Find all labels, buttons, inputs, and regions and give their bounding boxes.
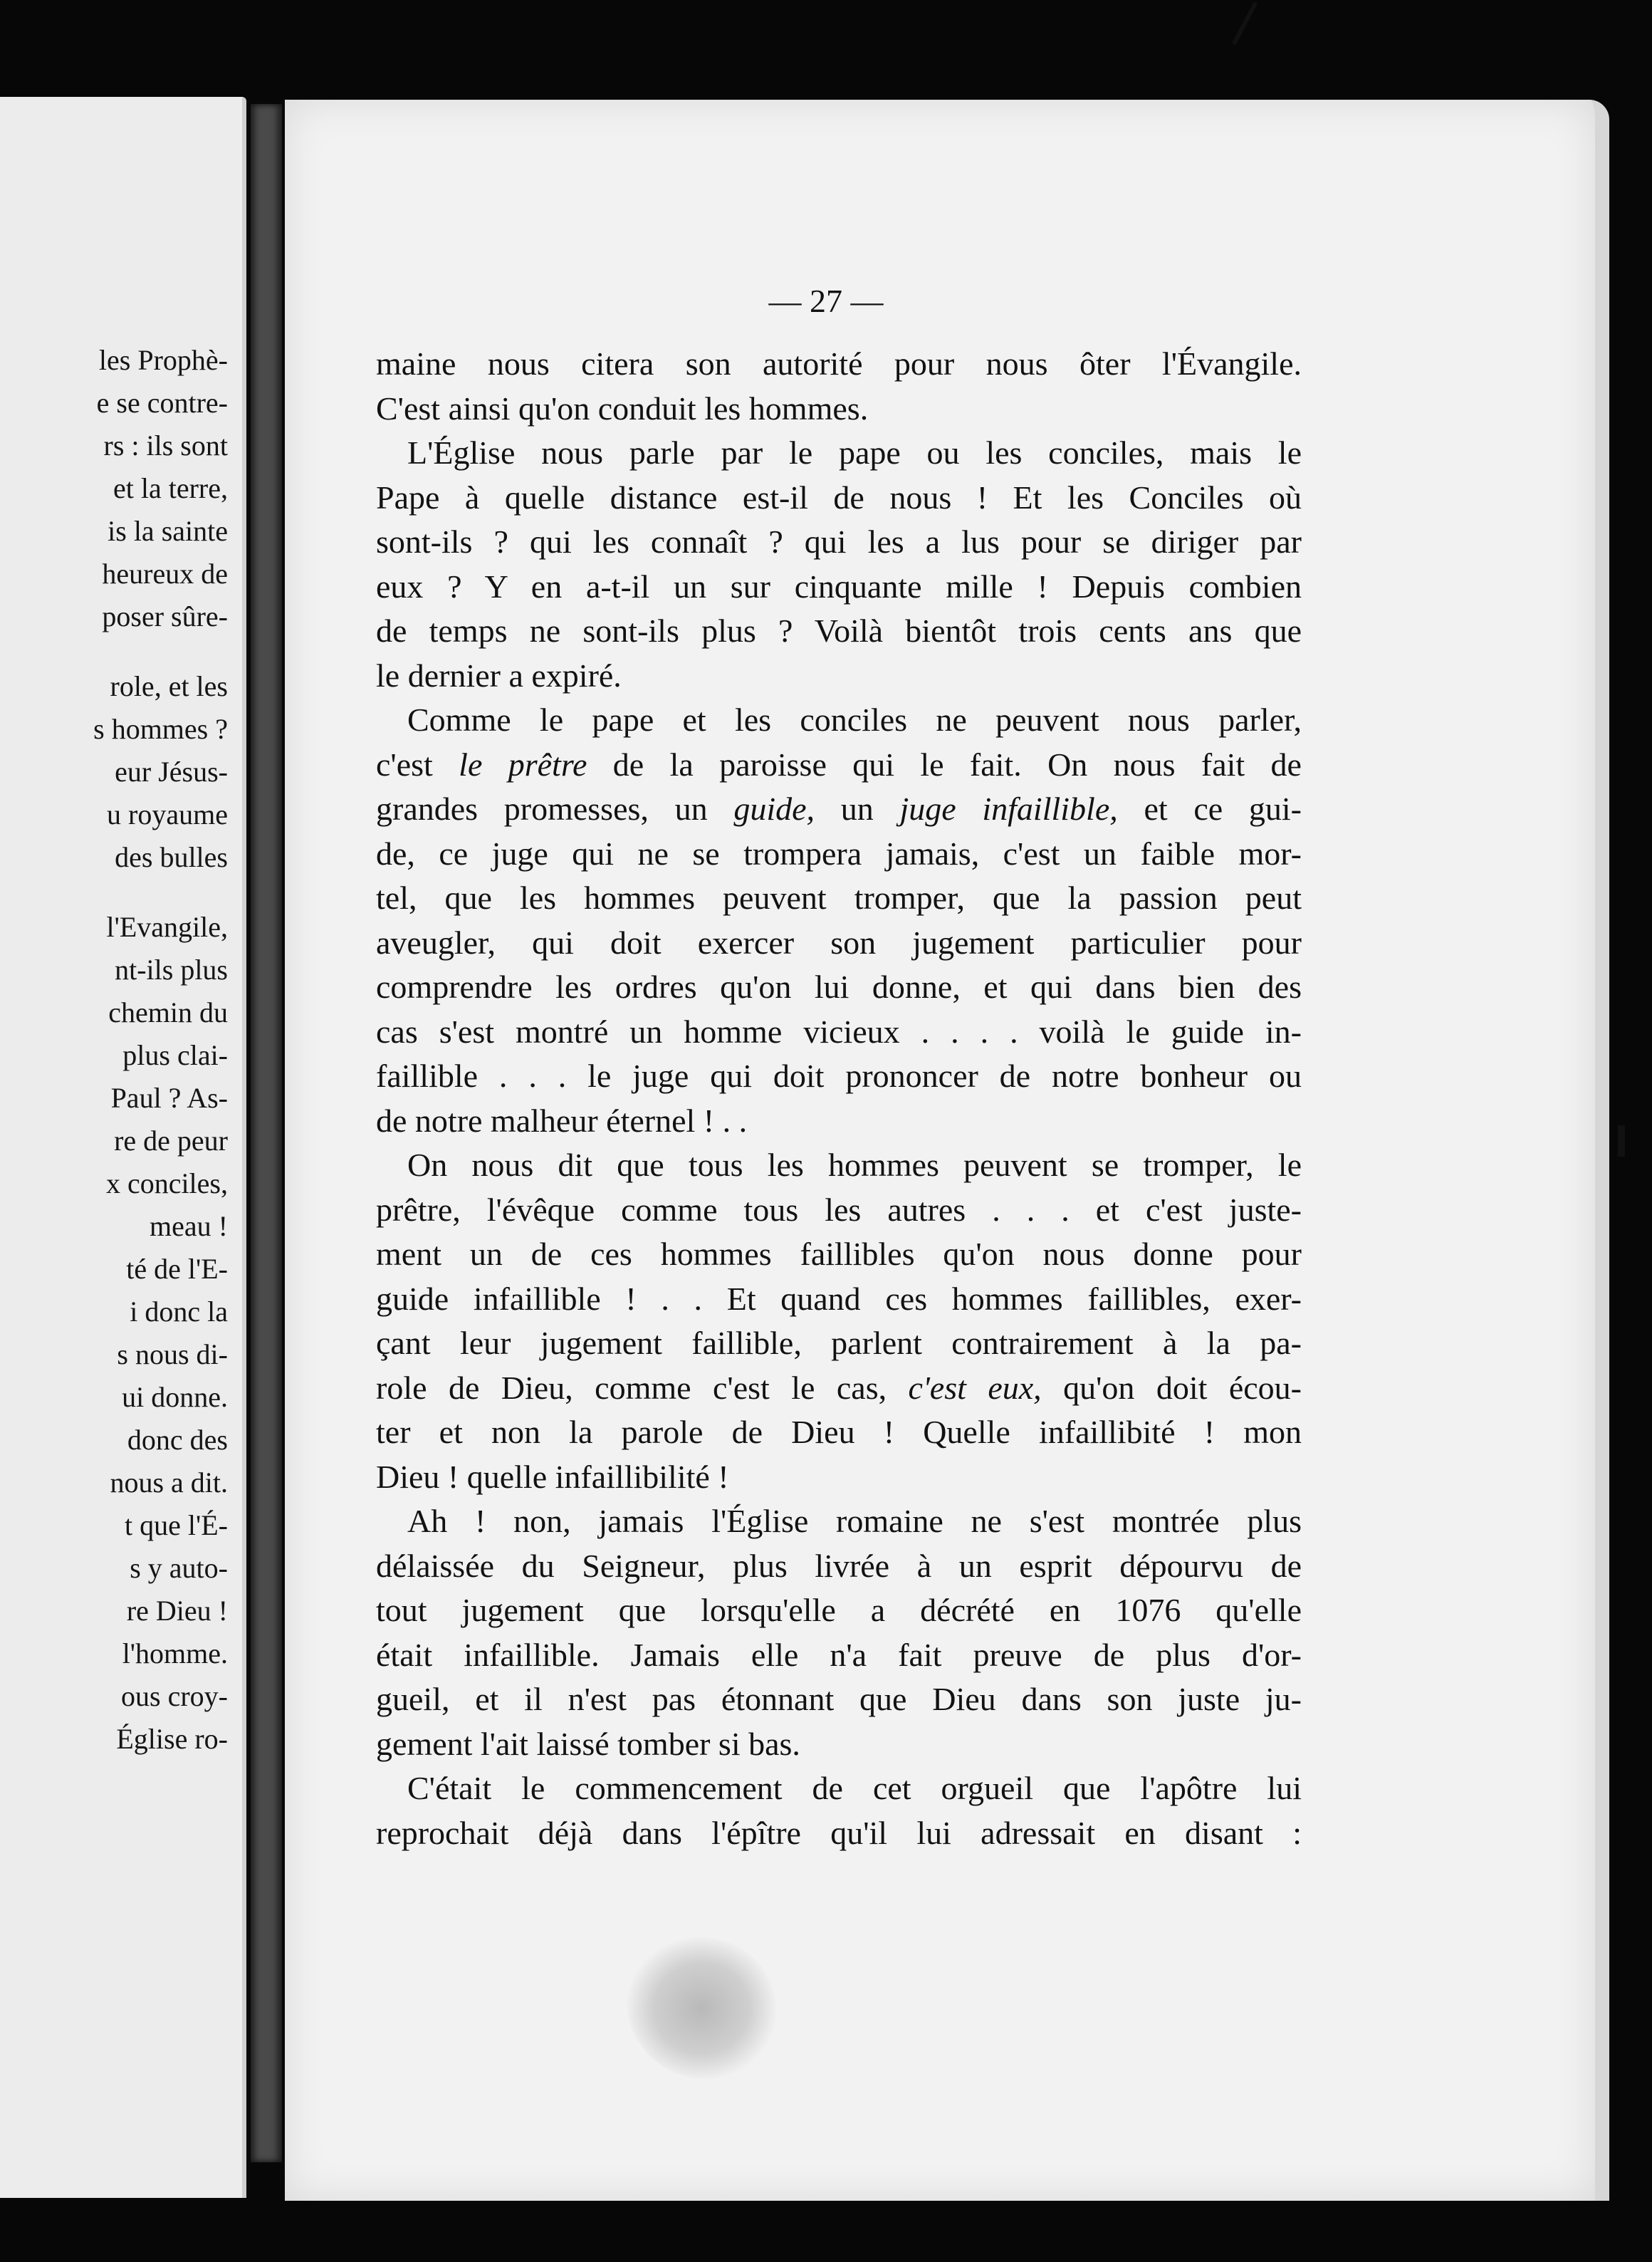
text-line: ter et non la parole de Dieu ! Quelle infaillibité ! mon	[376, 1414, 1302, 1450]
page-body-text	[376, 342, 1302, 1855]
left-page-line: re de peur	[114, 1125, 228, 1157]
left-page-line: s hommes ?	[93, 713, 228, 745]
text-line: Pape à quelle distance est-il de nous ! Et les Conciles où	[376, 479, 1302, 516]
left-page-line: Église ro-	[116, 1723, 228, 1755]
text-line: gueil, et il n'est pas étonnant que Dieu dans son juste ju-	[376, 1681, 1302, 1717]
text-line: tel, que les hommes peuvent tromper, que la passion peut	[376, 880, 1302, 916]
left-page-line: donc des	[127, 1424, 228, 1456]
text-line: de temps ne sont-ils plus ? Voilà bientôt trois cents ans que	[376, 613, 1302, 649]
scan-mark	[1232, 1, 1258, 45]
left-page-line: e se contre-	[96, 387, 228, 419]
left-page-line: les Prophè-	[98, 344, 228, 376]
text-line: Dieu ! quelle infaillibilité !	[376, 1458, 729, 1495]
text-line: ment un de ces hommes faillibles qu'on nous donne pour	[376, 1236, 1302, 1272]
scan-mark	[1618, 1125, 1625, 1157]
left-page-line: nous a dit.	[110, 1466, 228, 1499]
text-line: était infaillible. Jamais elle n'a fait preuve de plus d'or-	[376, 1636, 1302, 1673]
left-page-line: t que l'É-	[125, 1509, 228, 1541]
left-page-line: et la terre,	[113, 472, 228, 504]
italic-text: guide,	[733, 791, 815, 827]
text-line: guide infaillible ! . . Et quand ces hommes faillibles, exer-	[376, 1280, 1302, 1317]
text-line: gement l'ait laissé tomber si bas.	[376, 1725, 800, 1762]
left-page-line: s nous di-	[117, 1338, 228, 1370]
left-page-line: Paul ? As-	[110, 1082, 228, 1114]
text-line: eux ? Y en a-t-il un sur cinquante mille ! Depuis combien	[376, 568, 1302, 605]
text-line: sont-ils ? qui les connaît ? qui les a lus pour se diriger par	[376, 523, 1302, 560]
left-page-line: té de l'E-	[126, 1253, 228, 1285]
text-span: c'est	[376, 746, 459, 783]
italic-text: le prêtre	[459, 746, 587, 783]
text-line: prêtre, l'évêque comme tous les autres . . . et c'est juste-	[376, 1191, 1302, 1228]
text-span: grandes promesses, un	[376, 791, 734, 827]
text-line: aveugler, qui doit exercer son jugement particulier pour	[376, 924, 1302, 961]
left-page-line: meau !	[150, 1210, 228, 1242]
text-span: un	[815, 791, 900, 827]
left-page-line: l'Evangile,	[106, 911, 228, 943]
book-gutter	[251, 104, 282, 2162]
left-page-line: eur Jésus-	[115, 756, 228, 788]
left-page-line: i donc la	[130, 1296, 228, 1328]
text-line: L'Église nous parle par le pape ou les conciles, mais le	[407, 434, 1302, 471]
text-line	[376, 1366, 1302, 1411]
italic-text: c'est eux,	[908, 1369, 1042, 1406]
text-line: cas s'est montré un homme vicieux . . . . voilà le guide in-	[376, 1013, 1302, 1050]
left-page-fragment	[0, 97, 246, 2198]
left-page-line: des bulles	[115, 841, 228, 873]
text-line: de, ce juge qui ne se trompera jamais, c'est un faible mor-	[376, 835, 1302, 872]
text-span: qu'on doit écou-	[1041, 1369, 1302, 1406]
left-page-line: rs : ils sont	[103, 429, 228, 462]
text-line	[376, 787, 1302, 832]
text-line: tout jugement que lorsqu'elle a décrété en 1076 qu'elle	[376, 1592, 1302, 1628]
left-page-line: nt-ils plus	[115, 954, 228, 986]
left-page-line: ui donne.	[122, 1381, 228, 1413]
page-number: — 27 —	[768, 283, 884, 319]
left-page-line: l'homme.	[122, 1637, 228, 1669]
text-line: de notre malheur éternel ! . .	[376, 1102, 748, 1139]
left-page-line: s y auto-	[130, 1552, 228, 1584]
text-line: le dernier a expiré.	[376, 657, 622, 694]
text-line: délaissée du Seigneur, plus livrée à un esprit dépourvu de	[376, 1547, 1302, 1584]
left-page-line: plus clai-	[122, 1039, 228, 1071]
text-line: C'était le commencement de cet orgueil que l'apôtre lui	[407, 1770, 1302, 1806]
left-page-line: role, et les	[110, 670, 228, 702]
text-line: maine nous citera son autorité pour nous ôter l'Évangile.	[376, 345, 1302, 382]
text-line: faillible . . . le juge qui doit prononcer de notre bonheur ou	[376, 1058, 1302, 1094]
left-page-line: heureux de	[102, 558, 228, 590]
left-page-line: x conciles,	[105, 1167, 228, 1199]
text-line: reprochait déjà dans l'épître qu'il lui adressait en disant :	[376, 1814, 1302, 1851]
text-span: role de Dieu, comme c'est le cas,	[376, 1369, 909, 1406]
text-line: çant leur jugement faillible, parlent contrairement à la pa-	[376, 1325, 1302, 1361]
left-page-line: u royaume	[107, 798, 228, 830]
text-line: Comme le pape et les conciles ne peuvent nous parler,	[407, 702, 1302, 738]
text-span: de la paroisse qui le fait. On nous fait de	[587, 746, 1302, 783]
left-page-line: ous croy-	[121, 1680, 228, 1712]
text-line: Ah ! non, jamais l'Église romaine ne s'est montrée plus	[407, 1503, 1302, 1539]
text-span: et ce gui-	[1117, 791, 1302, 827]
text-line	[376, 743, 1302, 788]
left-page-line: is la sainte	[108, 515, 228, 547]
left-page-line: re Dieu !	[126, 1595, 228, 1627]
left-page-line: poser sûre-	[102, 600, 228, 632]
left-page-text	[0, 339, 228, 1761]
text-line: comprendre les ordres qu'on lui donne, et qui dans bien des	[376, 969, 1302, 1005]
italic-text: juge infaillible,	[899, 791, 1118, 827]
text-line: C'est ainsi qu'on conduit les hommes.	[376, 390, 869, 427]
text-line: On nous dit que tous les hommes peuvent se tromper, le	[407, 1147, 1302, 1183]
left-page-line: chemin du	[108, 996, 228, 1028]
